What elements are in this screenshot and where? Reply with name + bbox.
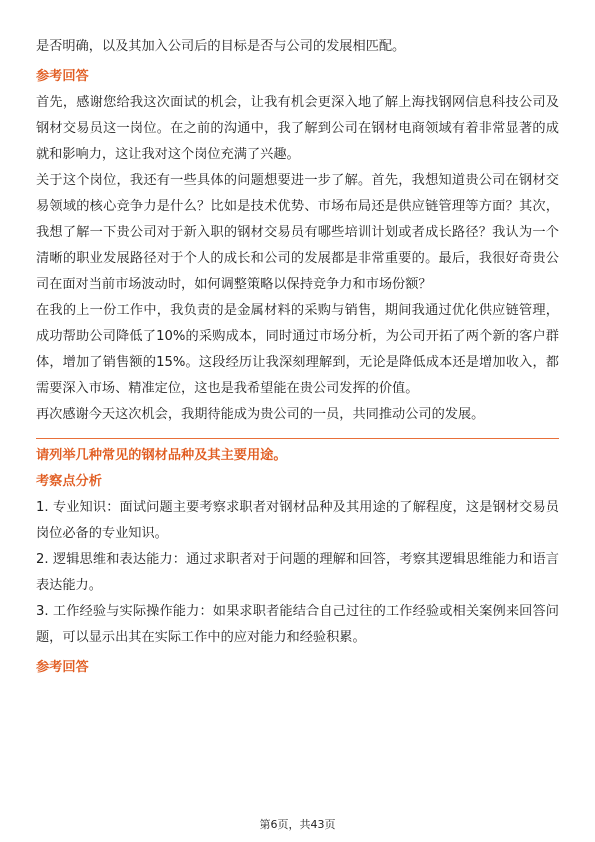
analysis-point: 2. 逻辑思维和表达能力：通过求职者对于问题的理解和回答，考察其逻辑思维能力和语言表达能力。	[36, 552, 559, 593]
answer-paragraph: 再次感谢今天这次机会，我期待能成为贵公司的一员，共同推动公司的发展。	[36, 407, 485, 422]
analysis-label: 考察点分析	[36, 474, 102, 489]
answer-paragraph: 在我的上一份工作中，我负责的是金属材料的采购与销售，期间我通过优化供应链管理，成功帮助公司降低了10%的采购成本，同时通过市场分析，为公司开拓了两个新的客户群体，增加了销售额的15%。这段经历让我深刻理解到，无论是降低成本还是增加收入，都需要深入市场、精准定位，这也是我希望能在贵公司发挥的价值。	[36, 303, 559, 396]
answer-label: 参考回答	[36, 69, 89, 84]
page-number: 第6页，共43页	[259, 818, 336, 831]
question-title: 请列举几种常见的钢材品种及其主要用途。	[36, 448, 287, 463]
answer-label: 参考回答	[36, 660, 89, 675]
answer-paragraph: 关于这个岗位，我还有一些具体的问题想要进一步了解。首先，我想知道贵公司在钢材交易领域的核心竞争力是什么？比如是技术优势、市场布局还是供应链管理等方面？其次，我想了解一下贵公司对于新入职的钢材交易员有哪些培训计划或者成长路径？我认为一个清晰的职业发展路径对于个人的成长和公司的发展都是非常重要的。最后，我很好奇贵公司在面对当前市场波动时，如何调整策略以保持竞争力和市场份额？	[36, 173, 559, 292]
answer-paragraph: 首先，感谢您给我这次面试的机会，让我有机会更深入地了解上海找钢网信息科技公司及钢材交易员这一岗位。在之前的沟通中，我了解到公司在钢材电商领域有着非常显著的成就和影响力，这让我对这个岗位充满了兴趣。	[36, 95, 559, 162]
document-page	[36, 34, 559, 681]
analysis-point: 3. 工作经验与实际操作能力：如果求职者能结合自己过往的工作经验或相关案例来回答问题，可以显示出其在实际工作中的应对能力和经验积累。	[36, 604, 559, 645]
intro-tail-text: 是否明确，以及其加入公司后的目标是否与公司的发展相匹配。	[36, 39, 406, 54]
analysis-point: 1. 专业知识：面试问题主要考察求职者对钢材品种及其用途的了解程度，这是钢材交易员岗位必备的专业知识。	[36, 500, 559, 541]
